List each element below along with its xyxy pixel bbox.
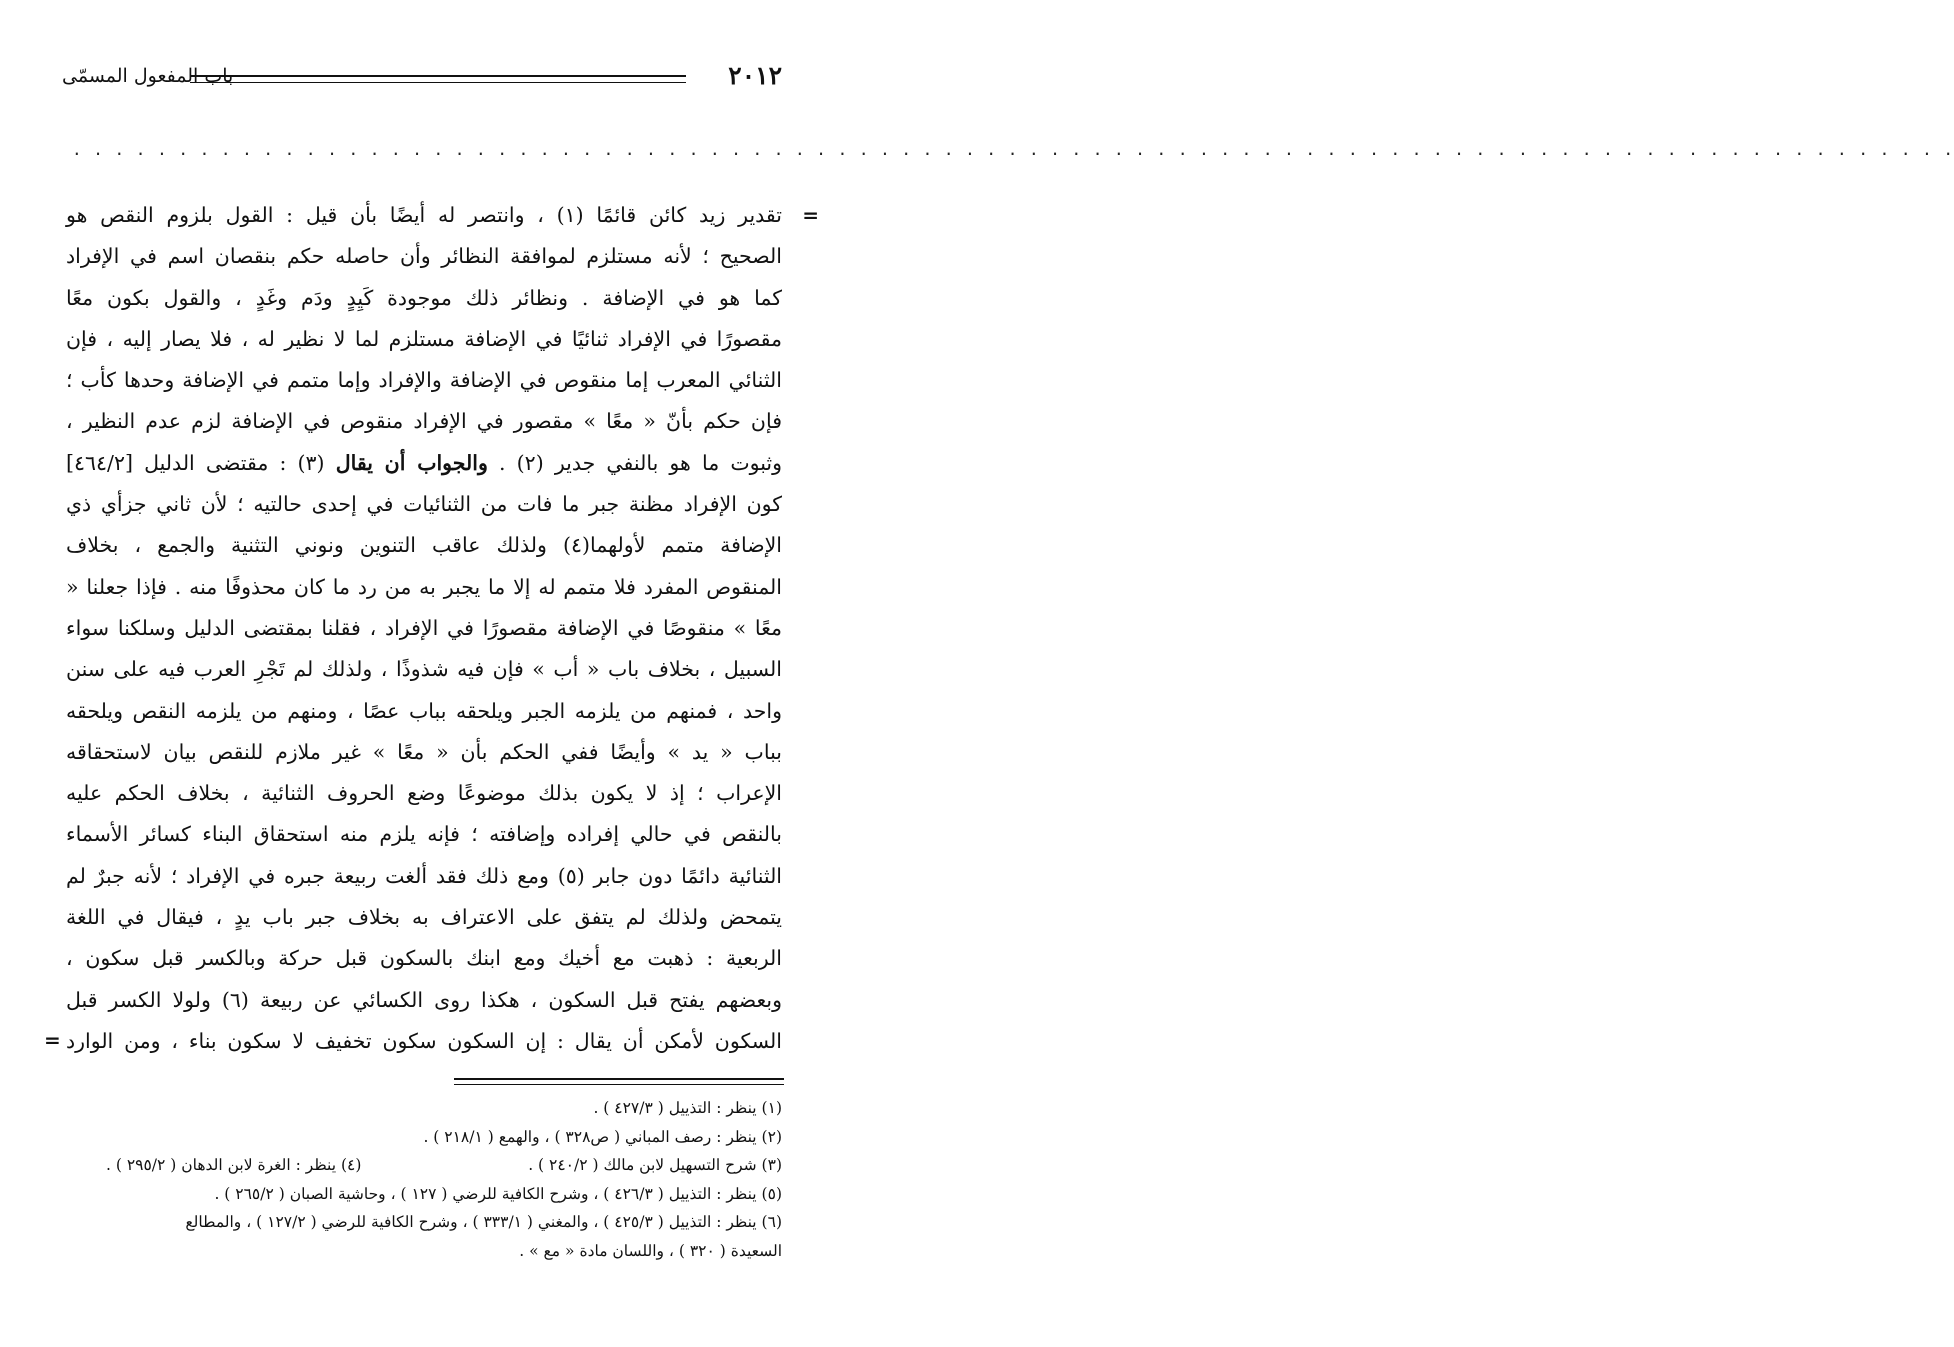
body-line: مقصورًا في الإفراد ثنائيًا في الإضافة مستلزم لما لا نظير له ، فلا يصار إليه ، فإن <box>66 326 782 351</box>
body-line: واحد ، فمنهم من يلزمه الجبر ويلحقه بباب عصًا ، ومنهم من يلزمه النقص ويلحقه <box>66 698 782 723</box>
body-line: بباب « يد » وأيضًا ففي الحكم بأن « معًا » غير ملازم للنقص بيان لاستحقاقه <box>66 739 782 764</box>
page-number: ٢٠١٢ <box>728 61 782 90</box>
body-line: بالنقص في حالي إفراده وإضافته ؛ فإنه يلزم منه استحقاق البناء كسائر الأسماء <box>66 822 782 847</box>
body-line-with-bold <box>66 443 782 484</box>
page-header <box>62 58 782 98</box>
body-line: كون الإفراد مظنة جبر ما فات من الثنائيات في إحدى حالتيه ؛ لأن ثاني جزأي ذي <box>66 492 782 517</box>
chapter-title: باب المفعول المسمّى <box>62 65 234 87</box>
footnote-1: (١) ينظر : التذييل ( ٤٢٧/٣ ) . <box>593 1099 782 1117</box>
body-line: فإن حكم بأنّ « معًا » مقصور في الإفراد منقوص في الإضافة لزم عدم النظير ، <box>66 409 782 434</box>
continuation-mark-end: = <box>44 1028 61 1052</box>
body-line: الصحيح ؛ لأنه مستلزم لموافقة النظائر وأن حاصله حكم بنقصان اسم في الإفراد <box>66 244 782 269</box>
footnote-rule <box>454 1078 784 1085</box>
body-line: الثنائية دائمًا دون جابر (٥) ومع ذلك فقد ألغت ربيعة جبره في الإفراد ؛ لأنه جبرٌ لم <box>66 863 783 888</box>
body-line: كما هو في الإضافة . ونظائر ذلك موجودة كَيِدٍ ودَم وغَدٍ ، والقول بكون معًا <box>66 285 782 310</box>
line7-after: (٣) : مقتضى الدليل [٤٦٤/٢] <box>66 450 336 475</box>
body-line: يتمحض ولذلك لم يتفق على الاعتراف به بخلاف جبر باب يدٍ ، فيقال في اللغة <box>66 905 782 930</box>
footnote-3: (٣) شرح التسهيل لابن مالك ( ٢٤٠/٢ ) . <box>528 1156 782 1174</box>
header-rule <box>190 75 686 83</box>
body-line: الإضافة متمم لأولهما(٤) ولذلك عاقب التنوين ونوني التثنية والجمع ، بخلاف <box>66 533 782 558</box>
continuation-mark-start: = <box>802 203 819 227</box>
body-text <box>66 195 782 1062</box>
answer-phrase: والجواب أن يقال <box>335 450 488 475</box>
footnote-2: (٢) ينظر : رصف المباني ( ص٣٢٨ ) ، والهمع ( ٢١٨/١ ) . <box>423 1127 782 1146</box>
footnotes <box>66 1094 782 1265</box>
dotted-divider: . . . . . . . . . . . . . . . . . . . . . . . . . . . . . . . . . . . . . . . . . . . . . . . . . . . . . . . . . . . . . . . . . . . . . . . . . . . . . . . . . . . . . . . . . <box>72 140 1954 159</box>
body-line: الربعية : ذهبت مع أخيك ومع ابنك بالسكون قبل حركة وبالكسر قبل سكون ، <box>66 946 782 971</box>
footnote-6-continued: السعيدة ( ٣٢٠ ) ، واللسان مادة « مع » . <box>519 1241 782 1260</box>
footnote-5: (٥) ينظر : التذييل ( ٤٢٦/٣ ) ، وشرح الكافية للرضي ( ١٢٧ ) ، وحاشية الصبان ( ٢٦٥/٢ ) . <box>214 1184 782 1203</box>
body-line: وبعضهم يفتح قبل السكون ، هكذا روى الكسائي عن ربيعة (٦) ولولا الكسر قبل <box>66 987 782 1012</box>
footnote-6: (٦) ينظر : التذييل ( ٤٢٥/٣ ) ، والمغني ( ٣٣٣/١ ) ، وشرح الكافية للرضي ( ١٢٧/٢ ) ، والمطالع <box>185 1213 782 1231</box>
body-line: المنقوص المفرد فلا متمم له إلا ما يجبر به من رد ما كان محذوفًا منه . فإذا جعلنا « <box>66 574 782 599</box>
body-line: السبيل ، بخلاف باب « أب » فإن فيه شذوذًا ، ولذلك لم تَجْرِ العرب فيه على سنن <box>66 657 782 682</box>
line7-before: وثبوت ما هو بالنفي جدير (٢) . <box>487 450 783 475</box>
body-line: معًا » منقوصًا في الإضافة مقصورًا في الإفراد ، فقلنا بمقتضى الدليل وسلكنا سواء <box>66 615 782 640</box>
body-line: السكون لأمكن أن يقال : إن السكون سكون تخفيف لا سكون بناء ، ومن الوارد <box>66 1028 782 1053</box>
body-line: الإعراب ؛ إذ لا يكون بذلك موضوعًا وضع الحروف الثنائية ، بخلاف الحكم عليه <box>66 781 782 806</box>
body-line: تقدير زيد كائن قائمًا (١) ، وانتصر له أيضًا بأن قيل : القول بلزوم النقص هو <box>66 203 782 227</box>
footnote-4: (٤) ينظر : الغرة لابن الدهان ( ٢٩٥/٢ ) . <box>106 1156 362 1174</box>
footnote-row-3-4 <box>66 1151 782 1180</box>
body-line: الثنائي المعرب إما منقوص في الإضافة والإفراد وإما متمم في الإضافة وحدها كأب ؛ <box>66 368 782 393</box>
